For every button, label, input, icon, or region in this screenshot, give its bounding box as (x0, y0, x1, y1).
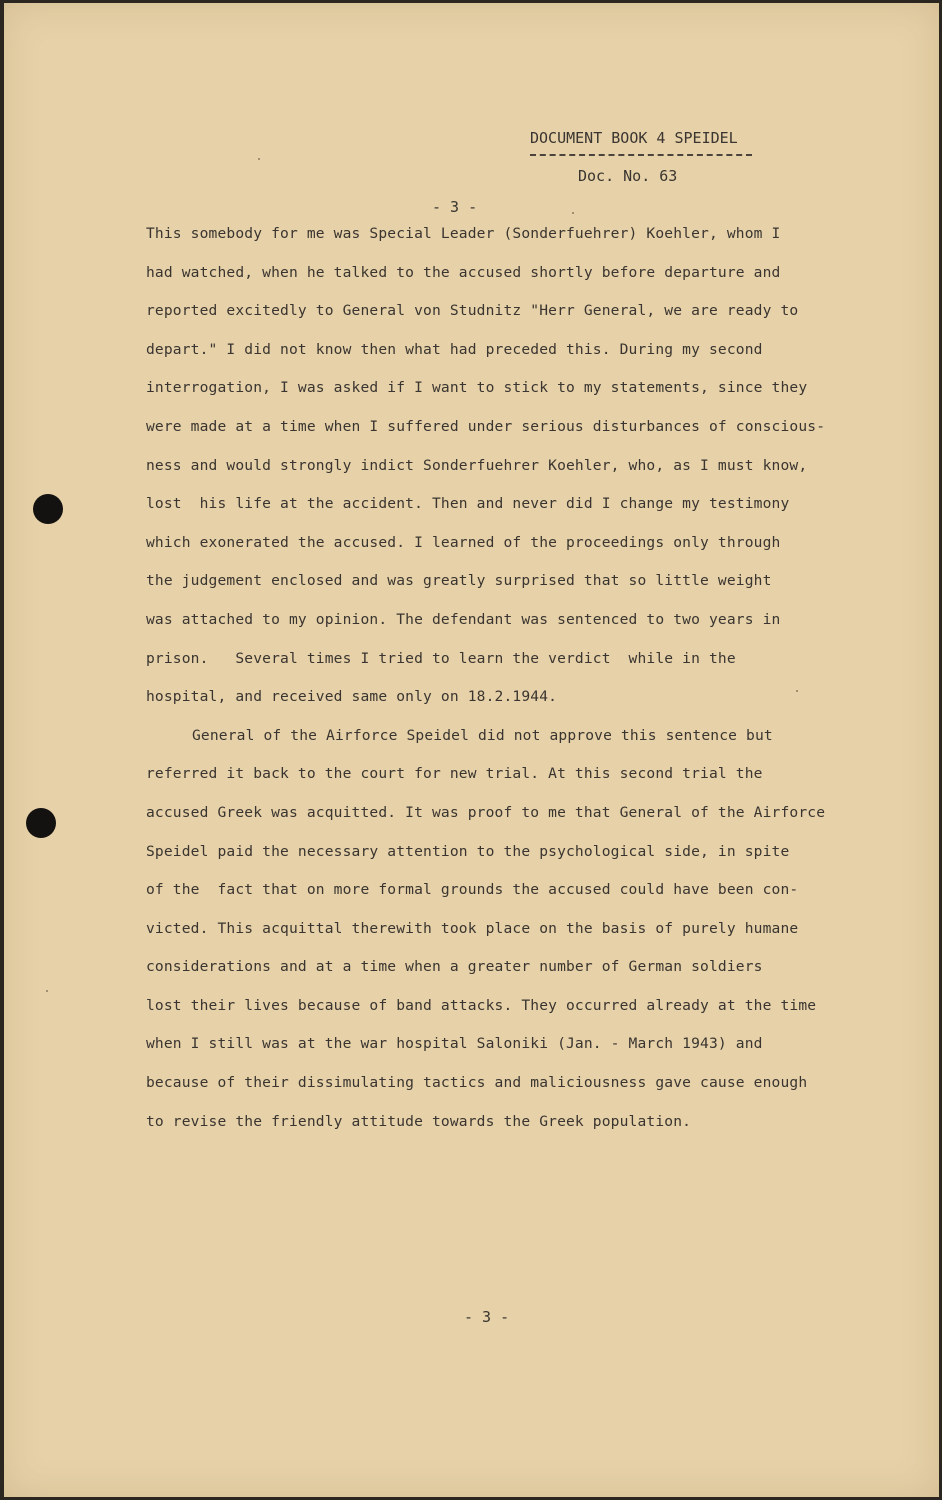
text-line: victed. This acquittal therewith took place on the basis of purely humane (146, 919, 799, 937)
punch-hole (33, 494, 63, 524)
header-dashed-rule (530, 154, 752, 156)
document-book-title: DOCUMENT BOOK 4 SPEIDEL (530, 129, 738, 147)
page-number-bottom: - 3 - (464, 1308, 510, 1326)
text-line: were made at a time when I suffered under serious disturbances of conscious- (146, 417, 826, 435)
text-line: prison. Several times I tried to learn the verdict while in the (146, 649, 736, 667)
text-line: lost his life at the accident. Then and never did I change my testimony (146, 495, 790, 513)
text-line: reported excitedly to General von Studnitz "Herr General, we are ready to (146, 302, 799, 320)
text-line: the judgement enclosed and was greatly surprised that so little weight (146, 572, 772, 590)
text-line: because of their dissimulating tactics and maliciousness gave cause enough (146, 1074, 808, 1092)
paper-speck (572, 212, 574, 214)
text-line: ness and would strongly indict Sonderfuehrer Koehler, who, as I must know, (146, 456, 808, 474)
text-line: to revise the friendly attitude towards the Greek population. (146, 1112, 692, 1130)
text-line: Speidel paid the necessary attention to the psychological side, in spite (146, 842, 790, 860)
text-line: referred it back to the court for new trial. At this second trial the (146, 765, 763, 783)
paper-speck (258, 158, 260, 160)
text-line: was attached to my opinion. The defendant was sentenced to two years in (146, 610, 781, 628)
scan-border-left (0, 0, 4, 1500)
text-line: lost their lives because of band attacks. They occurred already at the time (146, 996, 817, 1014)
text-line: hospital, and received same only on 18.2.1944. (146, 688, 558, 706)
document-body (146, 222, 906, 1148)
document-header (530, 128, 770, 186)
text-line: depart." I did not know then what had preceded this. During my second (146, 340, 763, 358)
text-line: accused Greek was acquitted. It was proof to me that General of the Airforce (146, 803, 826, 821)
text-line: which exonerated the accused. I learned of the proceedings only through (146, 533, 781, 551)
page-number-top: - 3 - (432, 198, 478, 216)
text-line: of the fact that on more formal grounds the accused could have been con- (146, 881, 799, 899)
paper-speck (46, 990, 48, 992)
scan-border-top (0, 0, 942, 3)
text-line: had watched, when he talked to the accused shortly before departure and (146, 263, 781, 281)
punch-hole (26, 808, 56, 838)
text-line: interrogation, I was asked if I want to stick to my statements, since they (146, 379, 808, 397)
text-line: when I still was at the war hospital Saloniki (Jan. - March 1943) and (146, 1035, 763, 1053)
text-line: This somebody for me was Special Leader (Sonderfuehrer) Koehler, whom I (146, 225, 781, 242)
document-number: Doc. No. 63 (578, 167, 678, 185)
text-line: General of the Airforce Speidel did not approve this sentence but (192, 726, 773, 744)
text-line: considerations and at a time when a greater number of German soldiers (146, 958, 763, 976)
